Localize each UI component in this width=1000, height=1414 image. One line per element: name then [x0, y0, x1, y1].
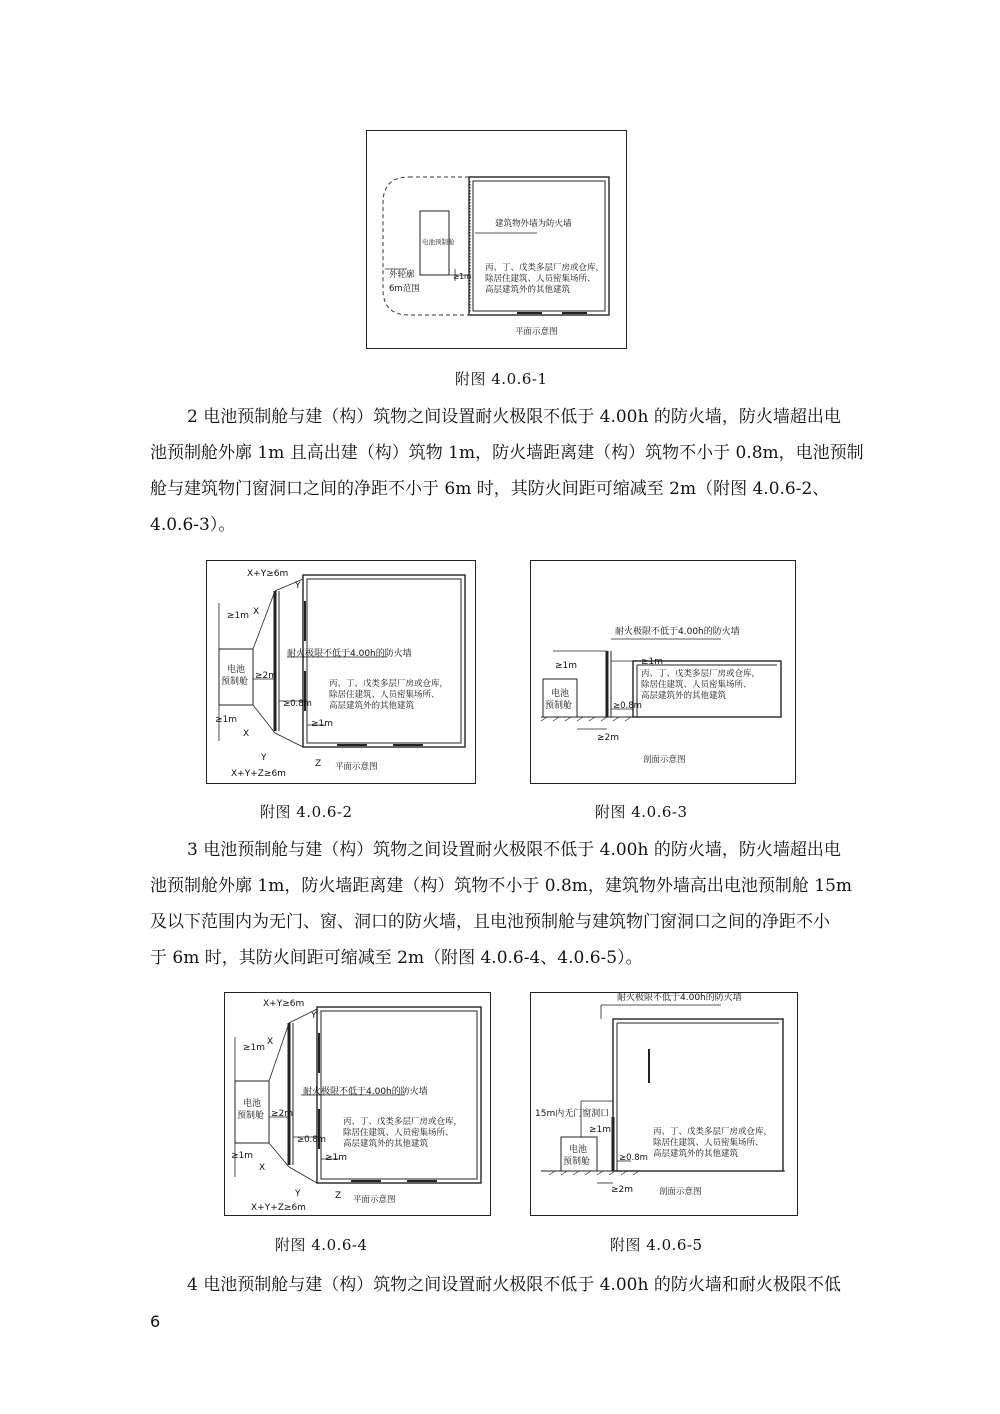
- paragraph-2-line: 舱与建筑物门窗洞口之间的净距不小于 6m 时，其防火间距可缩减至 2m（附图 4.0.6-2、: [150, 479, 830, 499]
- paragraph-3: [150, 832, 854, 976]
- fig2-08-label: ≥0.8m: [283, 699, 312, 709]
- figure-4-0-6-4: [224, 992, 491, 1216]
- fig5-cabin-label-2: 预制舱: [563, 1157, 591, 1167]
- fig3-section-label: 剖面示意图: [643, 755, 686, 765]
- fig2-building-label-2: 除居住建筑、人员密集场所、: [329, 690, 440, 700]
- fig1-wall-label: 建筑物外墙为防火墙: [495, 219, 572, 229]
- fig5-1m-label: ≥1m: [589, 1125, 612, 1135]
- fig4-x-top-label: X: [267, 1037, 274, 1047]
- paragraph-3-line: 及以下范围内为无门、窗、洞口的防火墙，且电池预制舱与建筑物门窗洞口之间的净距不小: [150, 912, 830, 932]
- fig1-range-label: 6m范围: [389, 284, 420, 294]
- fig4-z-label: Z: [335, 1191, 342, 1201]
- fig4-building-label-2: 除居住建筑、人员密集场所、: [343, 1128, 454, 1138]
- fig1-building-label-1: 丙、丁、戊类多层厂房或仓库，: [485, 263, 605, 273]
- fig4-cabin-label-1: 电池: [243, 1099, 262, 1109]
- fig4-y-bottom-label: Y: [295, 1189, 301, 1199]
- fig2-cabin-label-1: 电池: [227, 665, 246, 675]
- figure-4-0-6-5: [530, 992, 798, 1216]
- fig2-x-bottom-label: X: [243, 729, 250, 739]
- fig5-2m-label: ≥2m: [611, 1185, 634, 1195]
- fig2-1m-bottom-label: ≥1m: [215, 715, 238, 725]
- fig4-2m-label: ≥2m: [271, 1109, 294, 1119]
- fig1-building-label-3: 高层建筑外的其他建筑: [485, 285, 571, 295]
- fig2-y-top-label: Y: [295, 581, 301, 591]
- page-number: 6: [150, 1312, 161, 1331]
- fig2-xy-label: X+Y≥6m: [247, 569, 289, 579]
- figure-1-drawing: [367, 131, 626, 348]
- fig5-15m-label: 15m内无门窗洞口: [535, 1109, 610, 1119]
- fig3-building-label-3: 高层建筑外的其他建筑: [641, 691, 727, 701]
- fig3-building-label-1: 丙、丁、戊类多层厂房或仓库，: [641, 669, 761, 679]
- fig3-cabin-label-2: 预制舱: [545, 701, 573, 711]
- fig3-2m-label: ≥2m: [597, 733, 620, 743]
- fig4-xyz-label: X+Y+Z≥6m: [251, 1203, 306, 1213]
- fig3-wall-label: 耐火极限不低于4.00h的防火墙: [615, 627, 740, 637]
- fig3-building-label-2: 除居住建筑、人员密集场所、: [641, 680, 752, 690]
- fig3-08-label: ≥0.8m: [613, 701, 642, 711]
- fig5-section-label: 剖面示意图: [659, 1187, 702, 1197]
- fig2-z-label: Z: [315, 759, 322, 769]
- fig2-x-top-label: X: [253, 607, 260, 617]
- fig2-1m-right-label: ≥1m: [311, 719, 334, 729]
- figure-5-drawing: [531, 993, 797, 1215]
- figure-4-0-6-3: [530, 560, 796, 784]
- figure-3-caption: 附图 4.0.6-3: [595, 803, 688, 821]
- paragraph-2-line: 4.0.6-3）。: [150, 515, 236, 535]
- fig4-1m-bottom-label: ≥1m: [231, 1151, 254, 1161]
- figure-4-0-6-1: [366, 130, 627, 349]
- fig1-outline-label: 外轮廓: [389, 270, 415, 280]
- figure-2-drawing: [207, 561, 475, 783]
- fig4-cabin-label-2: 预制舱: [237, 1111, 265, 1121]
- fig1-cabin-label: 电池预制舱: [422, 238, 455, 246]
- fig4-x-bottom-label: X: [259, 1163, 266, 1173]
- fig5-wall-label: 耐火极限不低于4.00h的防火墙: [617, 993, 742, 1003]
- fig2-cabin-label-2: 预制舱: [221, 677, 249, 687]
- paragraph-4: [150, 1267, 854, 1303]
- fig5-building-label-2: 除居住建筑、人员密集场所、: [653, 1138, 764, 1148]
- fig5-cabin-label-1: 电池: [569, 1145, 588, 1155]
- figure-5-caption: 附图 4.0.6-5: [610, 1236, 703, 1254]
- fig2-wall-label: 耐火极限不低于4.00h的防火墙: [287, 649, 412, 659]
- figure-4-0-6-2: [206, 560, 476, 784]
- fig4-1m-right-label: ≥1m: [325, 1153, 348, 1163]
- fig4-building-label-1: 丙、丁、戊类多层厂房或仓库，: [343, 1117, 463, 1127]
- fig2-1m-top-label: ≥1m: [227, 611, 250, 621]
- fig2-xyz-label: X+Y+Z≥6m: [231, 769, 286, 779]
- fig5-building-label-1: 丙、丁、戊类多层厂房或仓库，: [653, 1127, 773, 1137]
- paragraph-2-line: 2 电池预制舱与建（构）筑物之间设置耐火极限不低于 4.00h 的防火墙，防火墙超出电: [187, 407, 841, 427]
- fig3-1m-left-label: ≥1m: [555, 661, 578, 671]
- paragraph-4-line: 4 电池预制舱与建（构）筑物之间设置耐火极限不低于 4.00h 的防火墙和耐火极限不低: [187, 1275, 841, 1295]
- fig4-08-label: ≥0.8m: [297, 1135, 326, 1145]
- paragraph-3-line: 3 电池预制舱与建（构）筑物之间设置耐火极限不低于 4.00h 的防火墙，防火墙超出电: [187, 840, 841, 860]
- fig4-xy-label: X+Y≥6m: [263, 999, 305, 1009]
- figure-4-caption: 附图 4.0.6-4: [275, 1236, 368, 1254]
- fig3-cabin-label-1: 电池: [551, 689, 570, 699]
- fig2-y-bottom-label: Y: [261, 753, 267, 763]
- fig5-08-label: ≥0.8m: [619, 1153, 648, 1163]
- fig2-plan-label: 平面示意图: [335, 762, 378, 772]
- paragraph-3-line: 于 6m 时，其防火间距可缩减至 2m（附图 4.0.6-4、4.0.6-5）。: [150, 948, 643, 968]
- fig4-plan-label: 平面示意图: [353, 1195, 396, 1205]
- fig4-y-top-label: Y: [311, 1011, 317, 1021]
- figure-2-caption: 附图 4.0.6-2: [260, 803, 353, 821]
- fig2-2m-label: ≥2m: [255, 671, 278, 681]
- fig1-1m-label: ≥1m: [453, 272, 472, 281]
- fig4-1m-top-label: ≥1m: [243, 1043, 266, 1053]
- fig2-building-label-3: 高层建筑外的其他建筑: [329, 701, 415, 711]
- fig4-building-label-3: 高层建筑外的其他建筑: [343, 1139, 429, 1149]
- figure-4-drawing: [225, 993, 490, 1215]
- fig3-1m-right-label: ≥1m: [641, 657, 664, 667]
- figure-1-caption: 附图 4.0.6-1: [455, 370, 548, 388]
- paragraph-2-line: 池预制舱外廓 1m 且高出建（构）筑物 1m，防火墙距离建（构）筑物不小于 0.8m，电池预制: [150, 443, 864, 463]
- fig1-plan-label: 平面示意图: [515, 327, 558, 337]
- paragraph-3-line: 池预制舱外廓 1m，防火墙距离建（构）筑物不小于 0.8m，建筑物外墙高出电池预制舱 15m: [150, 876, 853, 896]
- fig1-building-label-2: 除居住建筑、人员密集场所、: [485, 274, 596, 284]
- paragraph-2: [150, 399, 864, 543]
- fig2-building-label-1: 丙、丁、戊类多层厂房或仓库，: [329, 679, 449, 689]
- fig4-wall-label: 耐火极限不低于4.00h的防火墙: [303, 1087, 428, 1097]
- fig5-building-label-3: 高层建筑外的其他建筑: [653, 1149, 739, 1159]
